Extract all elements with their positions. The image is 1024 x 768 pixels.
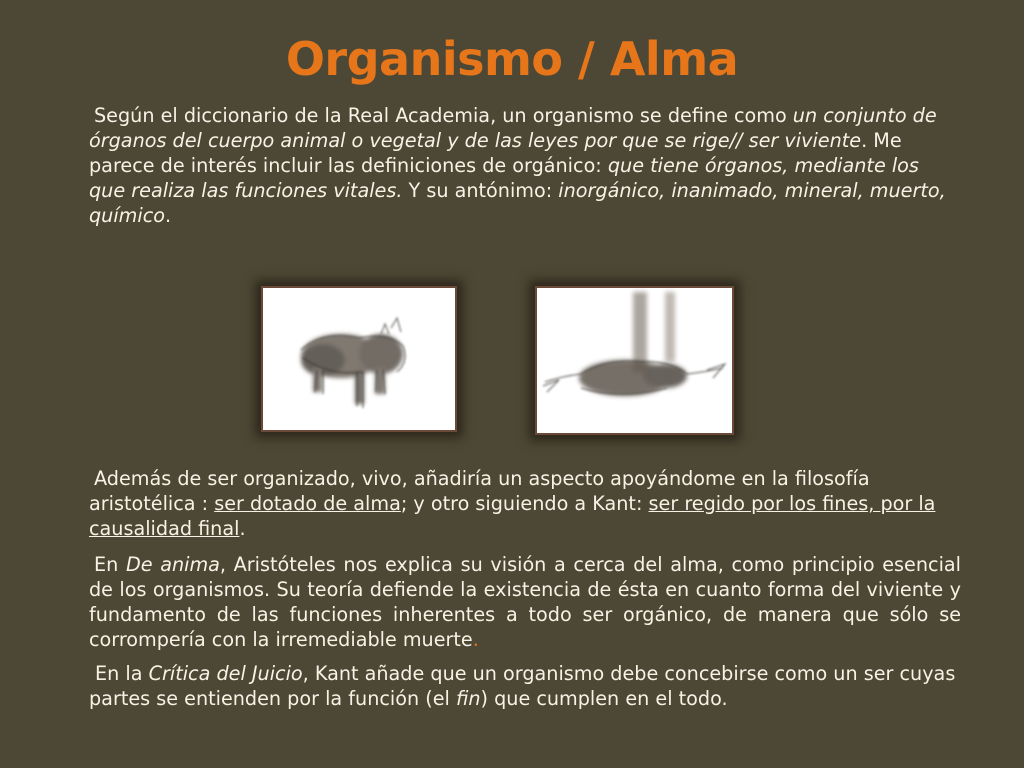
standing-animal-sketch xyxy=(263,288,455,430)
slide-title: Organismo / Alma xyxy=(285,32,739,86)
p1-text-a: Según el diccionario de la Real Academia, un organismo se define como xyxy=(94,104,793,127)
paragraph-definition xyxy=(89,103,961,228)
p4-italic-fin: fin xyxy=(455,687,481,710)
p3-text-c: , Aristóteles nos explica su visión a cerca del alma, como principio esencial de los organismos. Su teoría defiende la existencia de ésta en cuanto forma del viviente y fundamento de las funciones inherentes a todo ser orgánico, de manera que sólo se corrompería con la irremediable muerte xyxy=(89,553,961,651)
p3-period: . xyxy=(472,628,479,651)
p4-italic-critica: Crítica del Juicio xyxy=(148,662,303,685)
p1-italic-antonimo: inorgánico, inanimado, mineral, muerto, químico xyxy=(89,179,946,227)
p3-italic-de-anima: De anima xyxy=(125,553,220,576)
p1-text-g: . xyxy=(164,204,172,227)
p1-text-e: Y su antónimo: xyxy=(402,179,559,202)
p4-text-e: ) que cumplen en el todo. xyxy=(480,687,728,710)
p2-text-a: Además de ser organizado, vivo, añadiría un aspecto apoyándome en la filosofía aristotélica : xyxy=(89,467,870,515)
paragraph-kant xyxy=(89,661,961,711)
p2-underlined-fines: ser regido por los fines, por la causalidad final xyxy=(89,492,936,540)
standing-animal-image xyxy=(261,286,457,432)
p2-underlined-alma: ser dotado de alma xyxy=(214,492,401,515)
p2-text-e: . xyxy=(239,517,246,540)
p1-italic-definition: un conjunto de órganos del cuerpo animal o vegetal y de las leyes por que se rige// ser viviente xyxy=(89,104,937,152)
p4-text-c: , Kant añade que un organismo debe concebirse como un ser cuyas partes se entienden por la función (el xyxy=(89,662,956,710)
p1-text-c: . Me parece de interés incluir las definiciones de orgánico: xyxy=(89,129,902,177)
lying-animal-sketch xyxy=(537,288,732,433)
paragraph-alma-kant xyxy=(89,466,961,541)
paragraph-aristoteles xyxy=(89,552,961,652)
p3-text-a: En xyxy=(94,553,126,576)
p4-text-a: En la xyxy=(95,662,149,685)
lying-animal-image xyxy=(535,286,734,435)
p2-text-c: ; y otro siguiendo a Kant: xyxy=(400,492,649,515)
p1-italic-organico: que tiene órganos, mediante los que realiza las funciones vitales. xyxy=(89,154,919,202)
